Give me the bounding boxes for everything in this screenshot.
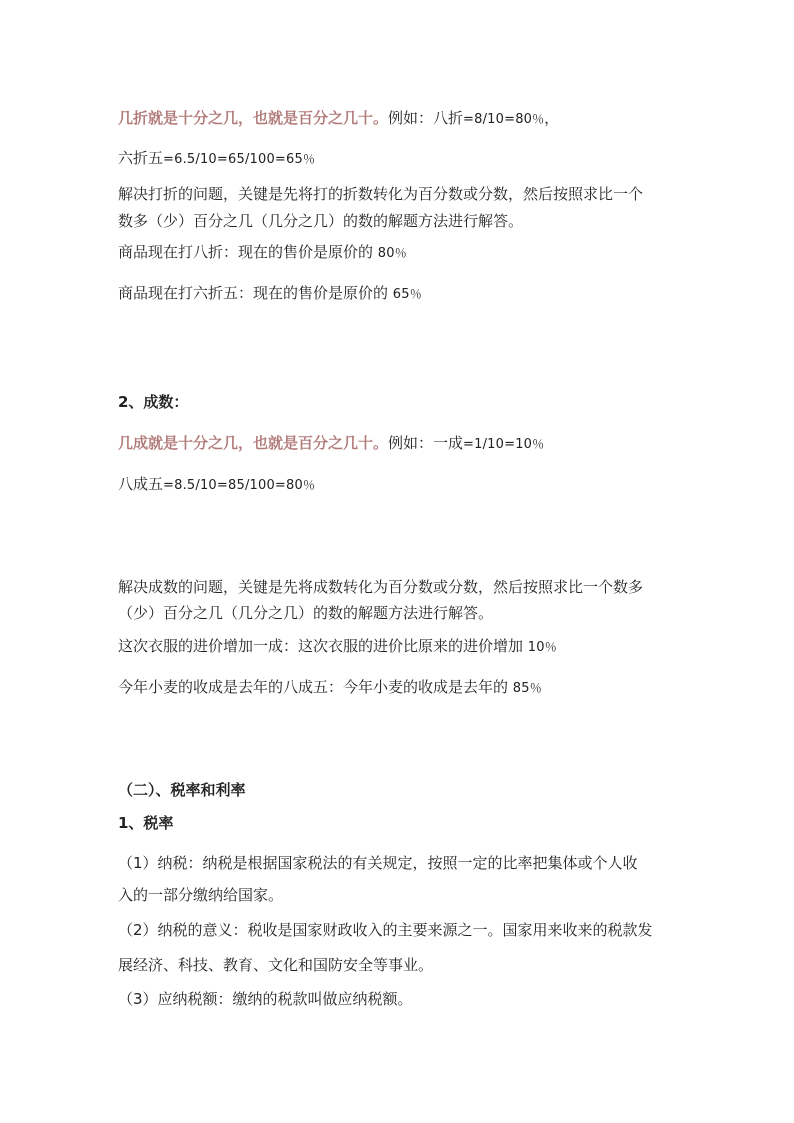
chengshu-example-10-text: 这次衣服的进价增加一成：这次衣服的进价比原来的进价增加 <box>118 637 528 655</box>
discount-example-2-formula: =6.5/10=65/100=65 <box>163 152 303 167</box>
discount-line-tail: ， <box>544 109 560 127</box>
discount-method-line-2: 数多（少）百分之几（几分之几）的数的解题方法进行解答。 <box>118 212 524 230</box>
tax-item-1-line-2: 入的一部分缴纳给国家。 <box>118 886 284 904</box>
tax-item-2-line-1: （2）纳税的意义：税收是国家财政收入的主要来源之一。国家用来收来的税款发 <box>118 921 653 939</box>
percent-sign: ％ <box>532 112 545 126</box>
discount-example-label: 例如：八折 <box>388 109 464 127</box>
discount-example-80-value: 80 <box>377 246 395 261</box>
chengshu-method-line-2: （少）百分之几（几分之几）的数的解题方法进行解答。 <box>118 604 494 622</box>
chengshu-example-85-value: 85 <box>512 681 530 696</box>
discount-example-65-text: 商品现在打六折五：现在的售价是原价的 <box>118 284 393 302</box>
chengshu-example-formula: =1/10=10 <box>463 437 533 452</box>
chengshu-example-10 <box>118 636 557 658</box>
chengshu-example-2-formula: =8.5/10=85/100=80 <box>163 478 303 493</box>
discount-definition-highlight: 几折就是十分之几，也就是百分之几十。 <box>118 109 389 127</box>
chengshu-definition-line <box>118 433 544 455</box>
discount-example-65-value: 65 <box>392 287 410 302</box>
discount-method-line-1: 解决打折的问题，关键是先将打的折数转化为百分数或分数，然后按照求比一个 <box>118 185 644 203</box>
discount-example-80-text: 商品现在打八折：现在的售价是原价的 <box>118 243 378 261</box>
chengshu-heading: 2、成数： <box>118 393 189 411</box>
tax-item-1-line-1: （1）纳税：纳税是根据国家税法的有关规定，按照一定的比率把集体或个人收 <box>118 854 638 872</box>
percent-sign: ％ <box>529 681 542 695</box>
percent-sign: ％ <box>302 478 315 492</box>
tax-item-2-line-2: 展经济、科技、教育、文化和国防安全等事业。 <box>118 956 434 974</box>
percent-sign: ％ <box>532 437 545 451</box>
chengshu-example-85-text: 今年小麦的收成是去年的八成五：今年小麦的收成是去年的 <box>118 678 513 696</box>
chengshu-definition-highlight: 几成就是十分之几，也就是百分之几十。 <box>118 434 389 452</box>
chengshu-example-85 <box>118 677 542 699</box>
percent-sign: ％ <box>302 152 315 166</box>
chengshu-example-label: 例如：一成 <box>388 434 464 452</box>
tax-section-heading: （二）、税率和利率 <box>118 781 246 799</box>
discount-example-80 <box>118 242 407 264</box>
discount-example-2-label: 六折五 <box>118 149 164 167</box>
percent-sign: ％ <box>544 640 557 654</box>
discount-definition-line <box>118 108 559 130</box>
percent-sign: ％ <box>394 246 407 260</box>
chengshu-example-10-value: 10 <box>527 640 545 655</box>
discount-example-line-2 <box>118 148 315 170</box>
tax-sub-heading: 1、税率 <box>118 814 174 832</box>
percent-sign: ％ <box>409 287 422 301</box>
discount-example-65 <box>118 283 422 305</box>
chengshu-example-2-label: 八成五 <box>118 475 164 493</box>
chengshu-example-line-2 <box>118 474 315 496</box>
chengshu-method-line-1: 解决成数的问题，关键是先将成数转化为百分数或分数，然后按照求比一个数多 <box>118 578 644 596</box>
tax-item-3: （3）应纳税额：缴纳的税款叫做应纳税额。 <box>118 990 413 1008</box>
discount-example-formula: =8/10=80 <box>463 112 533 127</box>
